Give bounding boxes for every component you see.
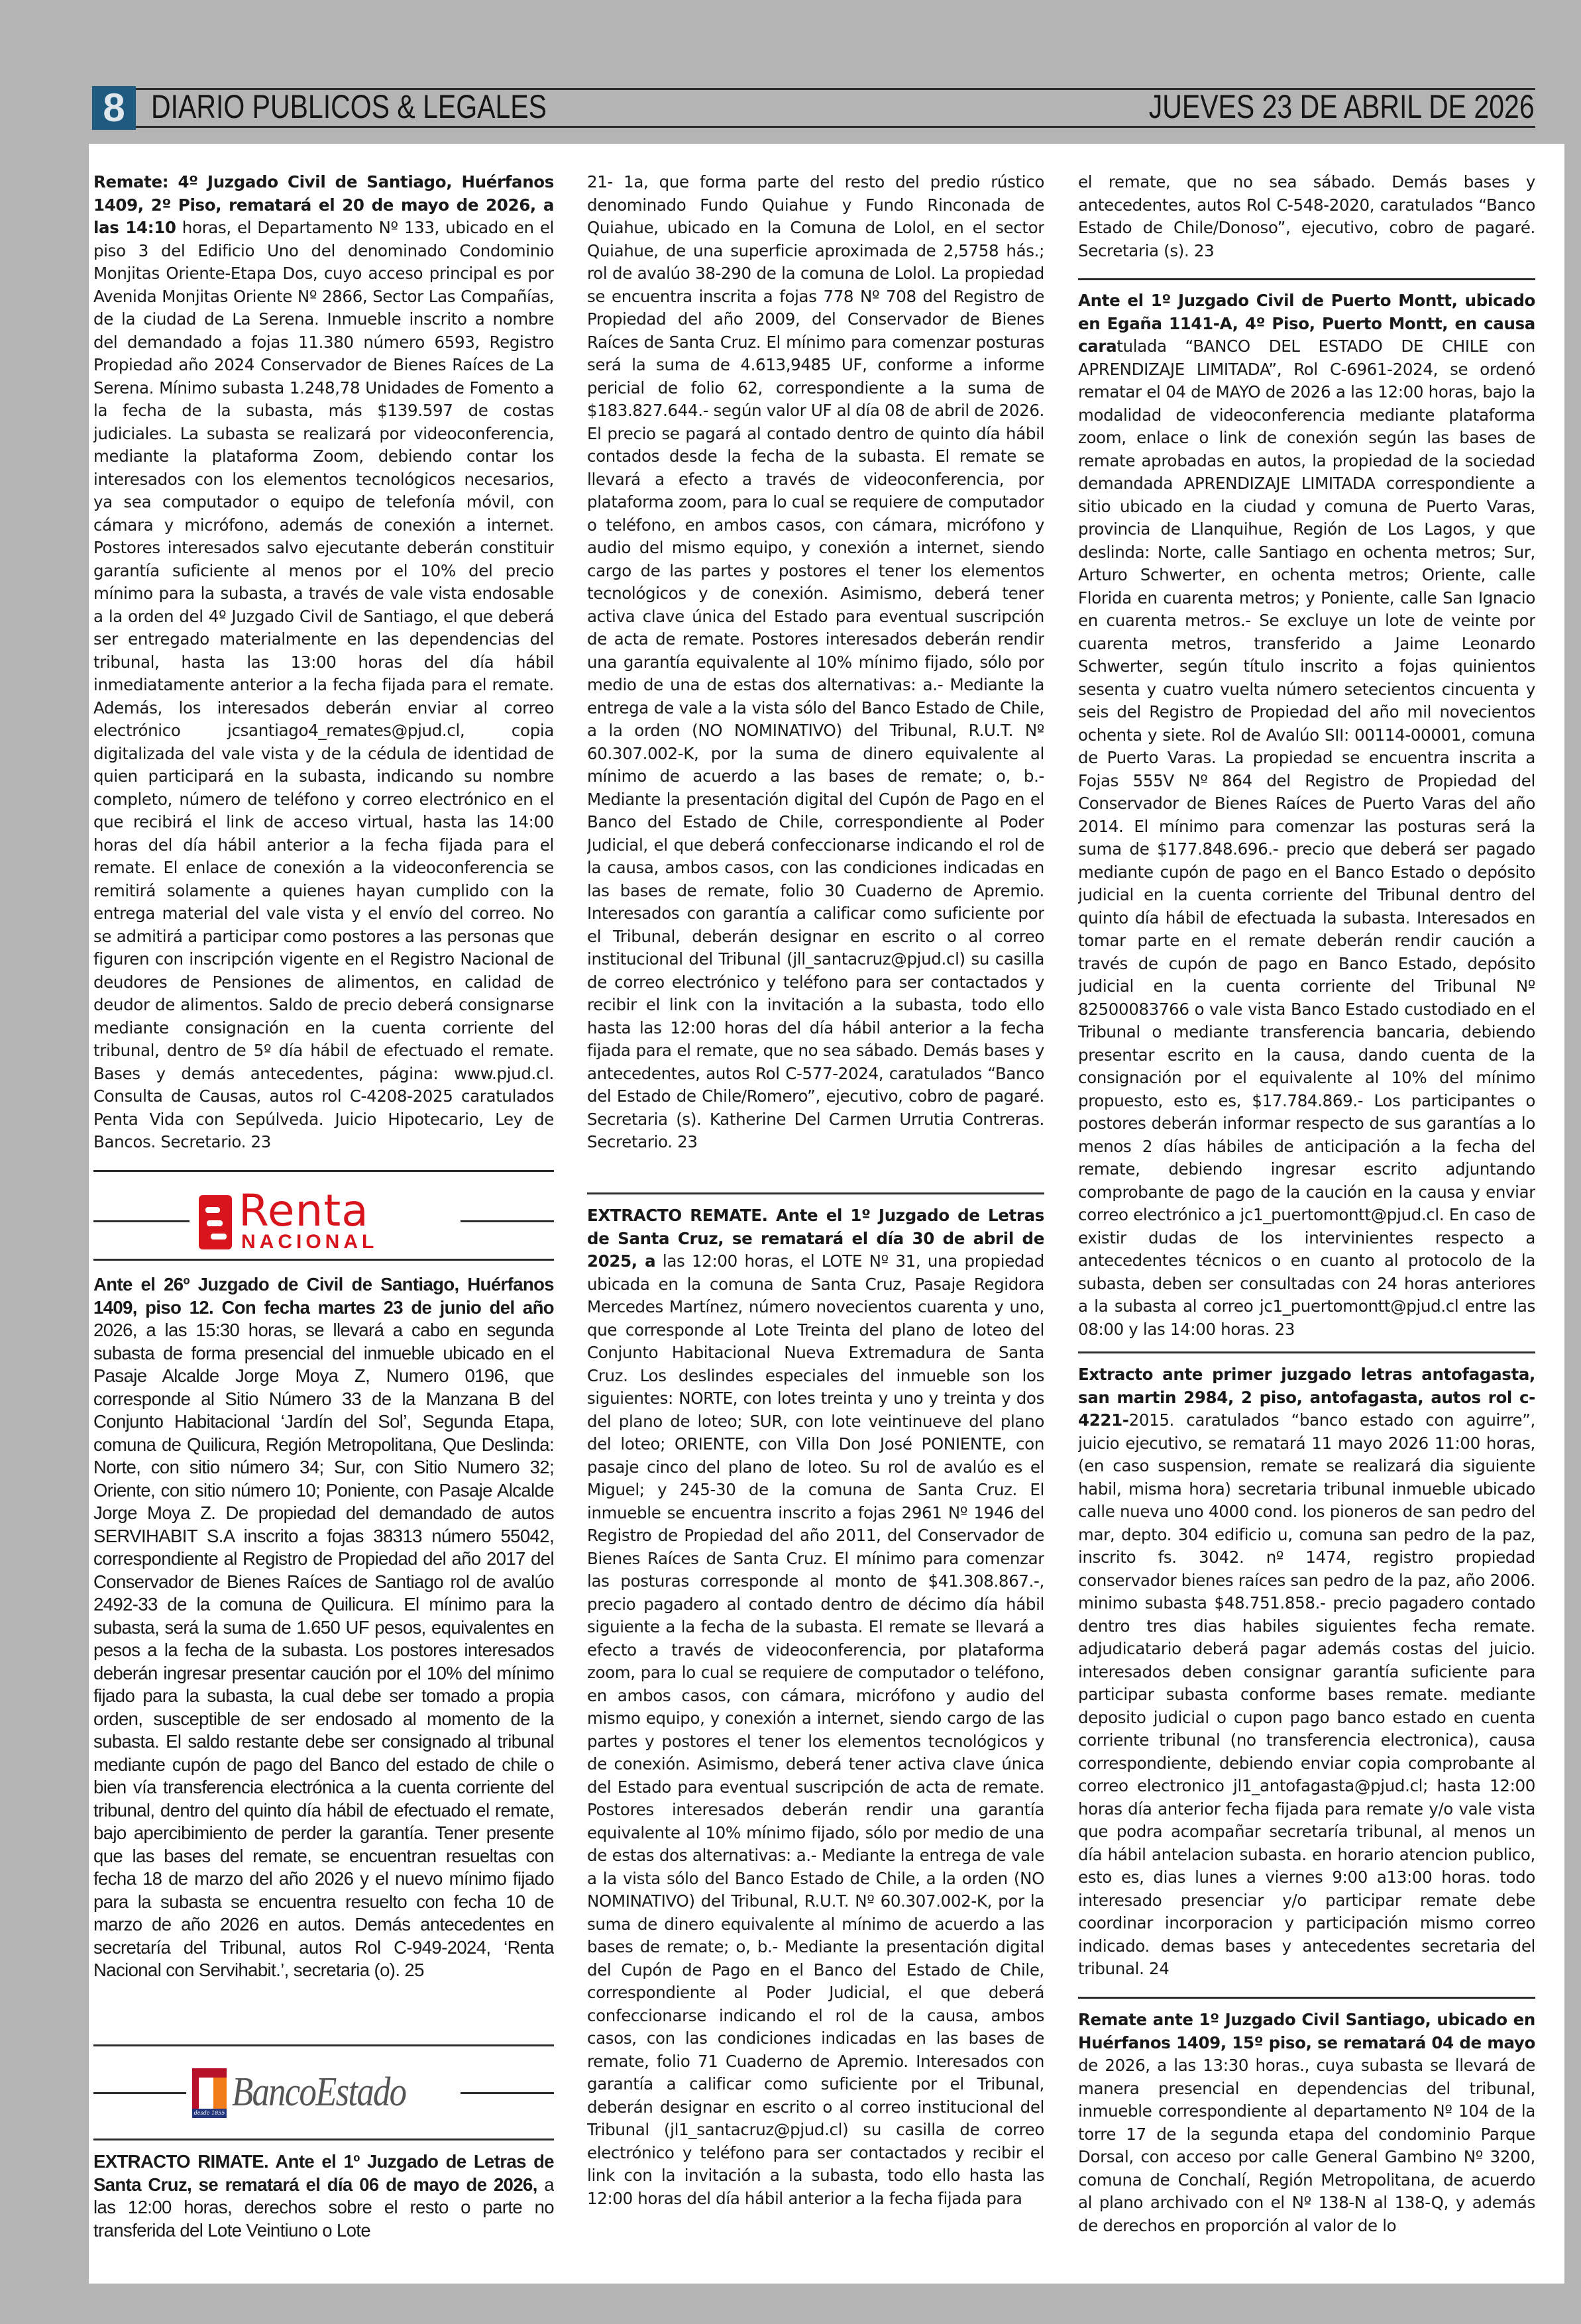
bancoestado-logo — [192, 2067, 457, 2120]
issue-date: JUEVES 23 DE ABRIL DE 2026 — [1149, 88, 1535, 125]
notice-body: de 2026, a las 13:30 horas., cuya subasta se llevará de manera presencial en dependencias del tribunal, inmueble correspondiente al departamento Nº 104 de la torre 17 de la segunda etapa del condominio Parque Dorsal, con acceso por calle General Gambino Nº 3200, comuna de Conchalí, Región Metropolitana, de acuerdo al plano archivado con el Nº 138-N al 138-Q, y además de derechos en proporción al valor de lo — [1078, 2056, 1535, 2235]
notice-santa-cruz-30-abril — [587, 1204, 1044, 2264]
notice-body: 2026, a las 15:30 horas, se llevará a cabo en segunda subasta de forma presencial del inmueble ubicado en el Pasaje Alcalde Jorge Moya Z, Numero 0196, que corresponde al Sitio Número 33 de la Manzana B del Conjunto Habitacional ‘Jardín del Sol’, Segunda Etapa, comuna de Quilicura, Región Metropolitana, Que Deslinda: Norte, con sitio número 34; Sur, con Sitio Numero 32; Oriente, con sitio número 10; Poniente, con Pasaje Alcalde Jorge Moya Z. De propiedad del demandado de autos SERVIHABIT S.A inscrito a fojas 38313 número 55042, correspondiente al Registro de Propiedad del año 2017 del Conservador de Bienes Raíces de Santiago rol de avalúo 2492-33 de la comuna de Quilicura. El mínimo para la subasta, será la suma de 1.650 UF pesos, equivalentes en pesos a la fecha de la subasta. Los postores interesados deberán ingresar presentar caución por el 10% del mínimo fijado para la subasta, la cual debe ser tomado a propia orden, susceptible de ser endosado al momento de la subasta. El saldo restante debe ser consignado al tribunal mediante cupón de pago del Banco del estado de chile o bien vía transferencia electrónica a la cuenta corriente del tribunal, dentro del quinto día hábil de efectuado el remate, bajo apercibimiento de perder la garantía. Tener presente que las bases del remate, se encuentran resueltas con fecha 18 de marzo del año 2026 y el nuevo mínimo fijado para la subasta se encuentra resuelto con fecha 10 de marzo de año 2026 en autos. Demás antecedentes en secretaría del Tribunal, autos Rol C-949-2024, ‘Renta Nacional con Servihabit.’, secretaria (o). 25 — [93, 1320, 554, 1980]
bancoestado-logo-word: BancoEstado — [232, 2070, 406, 2115]
publication-title: DIARIO PUBLICOS & LEGALES — [151, 88, 547, 125]
notice-lead: EXTRACTO RIMATE. Ante el 1º Juzgado de Letras de Santa Cruz, se rematará el día 06 de mayo de 2026, — [93, 2151, 554, 2195]
divider — [93, 2044, 554, 2046]
notice-lead: Ante el 26º Juzgado de Civil de Santiago, Huérfanos 1409, piso 12. Con fecha martes 23 de junio del año — [93, 1274, 554, 1318]
divider — [93, 2139, 554, 2140]
notice-lead: Extracto ante primer juzgado letras antofagasta, san martin 2984, 2 piso, antofagasta, autos rol c-4221- — [1078, 1365, 1535, 1430]
notice-body: a las 12:00 horas, derechos sobre el resto o parte no transferida del Lote Veintiuno o Lote — [93, 2174, 554, 2241]
notice-body: las 12:00 horas, el LOTE Nº 31, una propiedad ubicada en la comuna de Santa Cruz, Pasaje Regidora Mercedes Martínez, número novecientos cuarenta y uno, que corresponde al Lote Treinta del plano de loteo del Conjunto Habitacional Nueva Extremadura de Santa Cruz. Los deslindes especiales del inmueble son los siguientes: NORTE, con lotes treinta y uno y treinta y dos del plano de loteo; SUR, con lote veintinueve del plano del loteo; ORIENTE, con Villa Don José PONIENTE, con pasaje cinco del plano de loteo. Su rol de avalúo es el Miguel; y 245-30 de la comuna de Santa Cruz. El inmueble se encuentra inscrito a fojas 2961 Nº 1946 del Registro de Propiedad del año 2011, del Conservador de Bienes Raíces de Santa Cruz. El mínimo para comenzar las posturas corresponde al monto de $41.308.867.-, precio pagadero al contado dentro de décimo día hábil siguiente a la fecha de la subasta. El remate se llevará a efecto a través de videoconferencia, por plataforma zoom, para lo cual se requiere de computador o teléfono, en ambos casos, con cámara, micrófono y audio del mismo equipo, y conexión a internet, siendo cargo de las partes y postores el tener los elementos tecnológicos y de conexión. Asimismo, deberá tener activa clave única del Estado para eventual suscripción de acta de remate. Postores interesados deberán rendir una garantía equivalente al 10% mínimo fijado, sólo por medio de una de estas dos alternativas: a.- Mediante la entrega de vale a la vista sólo del Banco Estado de Chile, a la orden (NO NOMINATIVO) del Tribunal, R.U.T. Nº 60.307.002-K, por la suma de dinero equivalente al mínimo de acuerdo a las bases de remate; o, b.- Mediante la presentación digital del Cupón de Pago en el Banco del Estado de Chile, correspondiente al Poder Judicial, el que deberá confeccionarse indicando el rol de la causa, ambos casos, con las condiciones indicadas en las bases de remate, folio 71 Cuaderno de Apremio. Interesados con garantía a calificar como suficiente por el Tribunal, deberán designar en escrito o al correo institucional del Tribunal (jl1_santacruz@pjud.cl) su casilla de correo electrónico y teléfono para ser contactados y recibir el link con la invitación a la subasta, todo ello hasta las 12:00 horas del día hábil anterior a la fecha fijada para — [587, 1251, 1044, 2208]
notice-body: el remate, que no sea sábado. Demás bases y antecedentes, autos Rol C-548-2020, caratulados “Banco Estado de Chile/Donoso”, ejecutivo, cobro de pagaré. Secretaria (s). 23 — [1078, 172, 1535, 260]
notice-santa-cruz-30-abril-continued — [1078, 171, 1535, 267]
notice-antofagasta — [1078, 1363, 1535, 1986]
notice-lead: Remate: 4º Juzgado Civil de Santiago, Huérfanos 1409, 2º Piso, rematará el 20 de mayo de 2026, a las 14:10 — [93, 172, 554, 237]
page-number: 8 — [92, 86, 136, 130]
notice-santa-cruz-06-mayo — [93, 2150, 554, 2246]
notice-body: horas, el Departamento Nº 133, ubicado en el piso 3 del Edificio Uno del denominado Condominio Monjitas Oriente-Etapa Dos, cuyo acceso principal es por Avenida Monjitas Oriente Nº 2866, Sector Las Compañías, de la ciudad de La Serena. Inmueble inscrito a nombre del demandado a fojas 11.380 número 6593, Registro Propiedad año 2024 Conservador de Bienes Raíces de La Serena. Mínimo subasta 1.248,78 Unidades de Fomento a la fecha de la subasta, más $139.597 de costas judiciales. La subasta se realizará por videoconferencia, mediante la plataforma Zoom, debiendo contar los interesados con los elementos tecnológicos necesarios, ya sea computador o equipo de telefonía móvil, con cámara y micrófono, además de conexión a internet. Postores interesados salvo ejecutante deberán constituir garantía suficiente al menos por el 10% del precio mínimo para la subasta, a través de vale vista endosable a la orden del 4º Juzgado Civil de Santiago, el que deberá ser entregado materialmente en las dependencias del tribunal, hasta las 13:00 horas del día hábil inmediatamente anterior a la fecha fijada para el remate. Además, los interesados deberán enviar al correo electrónico jcsantiago4_remates@pjud.cl, copia digitalizada del vale vista y de la cédula de identidad de quien participará en la subasta, indicando su nombre completo, número de teléfono y correo electrónico en el que recibirá el link de acceso virtual, hasta las 14:00 horas del día hábil anterior a la fecha fijada para el remate. El enlace de conexión a la videoconferencia se remitirá solamente a quienes hayan cumplido con la entrega material del vale vista y el envío del correo. No se admitirá a participar como postores a las personas que figuren con inscripción vigente en el Registro Nacional de deudores de Pensiones de alimentos, en calidad de deudor de alimentos. Saldo de precio deberá consignarse mediante consignación en la cuenta corriente del tribunal, dentro de 5º día hábil de efectuado el remate. Bases y demás antecedentes, página: www.pjud.cl. Consulta de Causas, autos rol C-4208-2025 caratulados Penta Vida con Sepúlveda. Juicio Hipotecario, Ley de Bancos. Secretario. 23 — [93, 218, 554, 1151]
divider — [93, 1259, 554, 1261]
notice-lead: EXTRACTO REMATE. Ante el 1º Juzgado de Letras de Santa Cruz, se rematará el día 30 de abril de 2025, a — [587, 1206, 1044, 1271]
divider — [587, 1192, 1044, 1194]
notice-santiago-26 — [93, 1273, 554, 2038]
notice-body: 2015. caratulados “banco estado con aguirre”, juicio ejecutivo, se rematará 11 mayo 2026 11:00 horas, (en caso suspension, remate se realizará dia siguiente habil, misma hora) secretaria tribunal inmueble ubicado calle nueva uno 4000 cond. los pioneros de san pedro del mar, depto. 304 edificio u, comuna san pedro de la paz, inscrito fs. 3042. nº 1474, registro propiedad conservador bienes raíces san pedro de la paz, año 2006. minimo subasta $48.751.858.- precio pagadero contado dentro tres dias habiles siguientes fecha remate. adjudicatario deberá pagar además costas del juicio. interesados deben consignar garantía suficiente para participar subasta conforme bases remate. mediante deposito judicial o cupon pago banco estado en cuenta corriente tribunal (no transferencia electronica), causa correspondiente, debiendo enviar copia comprobante al correo electronico jl1_antofagasta@pjud.cl; hasta 12:00 horas día anterior fecha fijada para remate y/o vale vista que podra acompañar secretaría tribunal, al menos un día hábil antelacion subasta. en horario atencion publico, esto es, dias lunes a viernes 9:00 a13:00 horas. todo interesado presenciar y/o participar remate debe coordinar incorporacion y participación mismo correo indicado. demas bases y antecedentes secretaria del tribunal. 24 — [1078, 1410, 1535, 1978]
divider-right — [461, 1220, 554, 1222]
notice-body: tulada “BANCO DEL ESTADO DE CHILE con APRENDIZAJE LIMITADA”, Rol C-6961-2024, se ordenó rematar el 04 de MAYO de 2026 a las 12:00 horas, bajo la modalidad de videoconferencia mediante plataforma zoom, enlace o link de conexión según las bases de remate aprobadas en autos, la propiedad de la sociedad demandada APRENDIZAJE LIMITADA correspondiente a sitio ubicado en la ciudad y comuna de Puerto Varas, provincia de Llanquihue, Región de Los Lagos, y que deslinda: Norte, calle Santiago en ochenta metros; Sur, Arturo Schwerter, en ochenta metros; Oriente, calle Florida en cuarenta metros; y Poniente, calle San Ignacio en cuarenta metros.- Se excluye un lote de veinte por cuarenta metros, transferido a Jaime Leonardo Schwerter, según título inscrito a fojas quinientos sesenta y cuatro vuelta número setecientos cincuenta y seis del Registro de Propiedad del año mil novecientos ochenta y siete. Rol de Avalúo SII: 00114-00001, comuna de Puerto Varas. La propiedad se encuentra inscrita a Fojas 555V Nº 864 del Registro de Propiedad del Conservador de Bienes Raíces de Puerto Varas del año 2014. El mínimo para comenzar las posturas será la suma de $177.848.696.- precio que deberá ser pagado mediante cupón de pago en el Banco Estado o depósito judicial en la cuenta corriente del Tribunal dentro del quinto día hábil de efectuada la subasta. Interesados en tomar parte en el remate deberán rendir caución a través de cupón de pago en Banco Estado, depósito judicial en la cuenta corriente del Tribunal Nº 82500083766 o vale vista Banco Estado custodiado en el Tribunal o mediante transferencia bancaria, debiendo presentar escrito en la causa, dando cuenta de la consignación por el equivalente al 10% del mínimo propuesto, esto es, $17.784.869.- Los participantes o postores deberán informar respecto de sus garantías a lo menos 2 días hábiles de anticipación a la fecha del remate, debiendo ingresar escrito adjuntando comprobante de pago de la caución en la causa y enviar correo electrónico a jc1_puertomontt@pjud.cl. En caso de existir dudas de los intervinientes respecto a antecedentes técnicos o en cuanto al protocolo de la subasta, deben ser consultadas con 24 horas anteriores a la subasta al correo jc1_puertomontt@pjud.cl entre las 08:00 y las 14:00 horas. 23 — [1078, 337, 1535, 1339]
divider-left — [93, 2092, 186, 2094]
divider — [1078, 1997, 1535, 1999]
header-bottom-rule — [92, 126, 1535, 128]
bancoestado-logo-icon — [192, 2068, 227, 2118]
notice-santa-cruz-06-mayo-continued — [587, 171, 1044, 1185]
renta-logo-word: Renta — [239, 1185, 369, 1236]
notice-lead: Remate ante 1º Juzgado Civil Santiago, ubicado en Huérfanos 1409, 15º piso, se rematará 04 de mayo — [1078, 2010, 1535, 2052]
renta-logo-icon — [199, 1195, 232, 1249]
notice-santiago-1 — [1078, 2009, 1535, 2274]
notice-body: 21- 1a, que forma parte del resto del predio rústico denominado Fundo Quiahue y Fundo Rinconada de Quiahue, ubicado en la Comuna de Lolol, en el sector Quiahue, de una superficie aproximada de 2,5758 hás.; rol de avalúo 38-290 de la comuna de Lolol. La propiedad se encuentra inscrita a fojas 778 Nº 708 del Registro de Propiedad del año 2009, del Conservador de Bienes Raíces de Santa Cruz. El mínimo para comenzar posturas será la suma de 4.613,9485 UF, conforme a informe pericial de folio 62, correspondiente a la suma de $183.827.644.- según valor UF al día 08 de abril de 2026. El precio se pagará al contado dentro de quinto día hábil contados desde la fecha de la subasta. El remate se llevará a efecto a través de videoconferencia, por plataforma zoom, para lo cual se requiere de computador o teléfono, en ambos casos, con cámara, micrófono y audio del mismo equipo, y conexión a internet, siendo cargo de las partes y postores el tener los elementos tecnológicos y de conexión. Asimismo, deberá tener activa clave única del Estado para eventual suscripción de acta de remate. Postores interesados deberán rendir una garantía equivalente al 10% mínimo fijado, sólo por medio de una de estas dos alternativas: a.- Mediante la entrega de vale a la vista sólo del Banco Estado de Chile, a la orden (NO NOMINATIVO) del Tribunal, R.U.T. Nº 60.307.002-K, por la suma de dinero equivalente al mínimo de acuerdo a las bases de remate; o, b.- Mediante la presentación digital del Cupón de Pago en el Banco del Estado de Chile, correspondiente al Poder Judicial, el que deberá confeccionarse indicando el rol de la causa, ambos casos, con las condiciones indicadas en las bases de remate, folio 30 Cuaderno de Apremio. Interesados con garantía a calificar como suficiente por el Tribunal, deberán designar en escrito o al correo institucional del Tribunal (jll_santacruz@pjud.cl) su casilla de correo electrónico y teléfono para ser contactados y recibir el link con la invitación a la subasta, todo ello hasta las 12:00 horas del día hábil anterior a la fecha fijada para el remate, que no sea sábado. Demás bases y antecedentes, autos Rol C-577-2024, caratulados “Banco del Estado de Chile/Romero”, ejecutivo, cobro de pagaré. Secretaria (s). Katherine Del Carmen Urrutia Contreras. Secretario. 23 — [587, 172, 1044, 1151]
divider-right — [461, 2092, 554, 2094]
notice-puerto-montt — [1078, 290, 1535, 1343]
notice-santiago-4 — [93, 171, 554, 1165]
divider — [1078, 1351, 1535, 1353]
divider — [1078, 278, 1535, 280]
divider — [93, 1170, 554, 1172]
renta-nacional-logo — [199, 1185, 451, 1255]
notice-lead: Ante el 1º Juzgado Civil de Puerto Montt, ubicado en Egaña 1141-A, 4º Piso, Puerto Montt, en causa cara — [1078, 291, 1535, 356]
renta-logo-sub: NACIONAL — [241, 1231, 378, 1253]
bancoestado-tagline: desde 1855 — [192, 2109, 227, 2118]
divider-left — [93, 1220, 190, 1222]
